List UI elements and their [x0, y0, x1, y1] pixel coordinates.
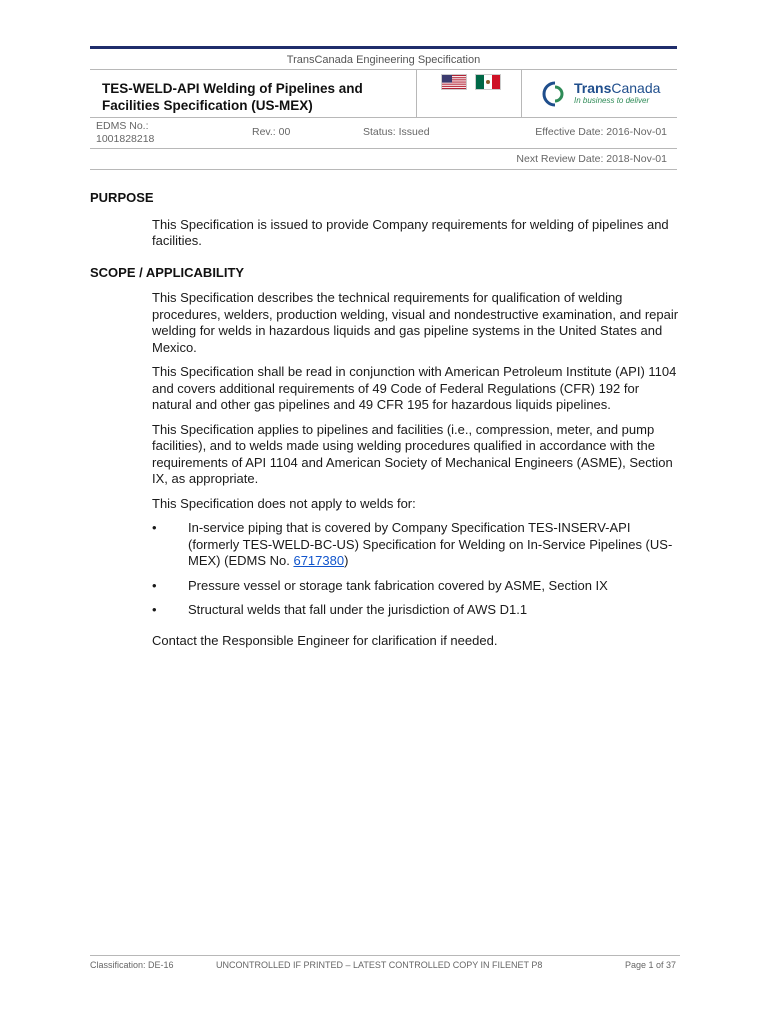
classification: Classification: DE-16	[90, 960, 174, 970]
scope-paragraph-4: This Specification does not apply to welds for:	[152, 495, 416, 511]
scope-paragraph-3: This Specification applies to pipelines and facilities (i.e., compression, meter, and pump facilities), and to welds made using welding procedures qualified in accordance with the requirements of API 1104 and American Society of Mechanical Engineers (ASME), Section IX, as appropriate.	[152, 421, 673, 486]
edms-number: 1001828218	[96, 133, 155, 145]
edms-label: EDMS No.:	[96, 120, 149, 132]
review-row	[90, 149, 677, 170]
bullet-3-text: Structural welds that fall under the jurisdiction of AWS D1.1	[188, 602, 528, 617]
exclusion-list	[152, 520, 680, 619]
mexico-flag-icon	[475, 74, 501, 90]
bullet-1-text: In-service piping that is covered by Company Specification TES-INSERV-API (formerly TES-WELD-BC-US) Specification for Welding on In-Service Pipelines (US-MEX) (EDMS No.	[188, 520, 673, 568]
scope-paragraph-1: This Specification describes the technical requirements for qualification of welding procedures, welders, production welding, visual and nondestructive examination, and repair welding for welds in hazardous liquids and gas pipeline systems in the United States and Mexico.	[152, 290, 679, 355]
document-header	[90, 46, 677, 170]
bullet-icon: •	[152, 577, 157, 593]
transcanada-logo-icon	[542, 81, 568, 107]
purpose-text: This Specification is issued to provide Company requirements for welding of pipelines and facilities.	[152, 216, 669, 248]
effective-date: Effective Date: 2016-Nov-01	[535, 126, 667, 138]
title-row	[90, 70, 677, 118]
document-body	[90, 190, 680, 649]
scope-heading: SCOPE / APPLICABILITY	[90, 264, 245, 280]
bullet-icon: •	[152, 520, 157, 535]
next-review-date: Next Review Date: 2018-Nov-01	[516, 153, 667, 165]
list-item	[152, 520, 680, 570]
list-item	[152, 602, 680, 619]
uncontrolled-notice: UNCONTROLLED IF PRINTED – LATEST CONTROLLED COPY IN FILENET P8	[216, 960, 543, 970]
revision: Rev.: 00	[252, 126, 291, 138]
status: Status: Issued	[363, 126, 430, 138]
us-flag-icon	[441, 74, 467, 90]
purpose-heading: PURPOSE	[90, 190, 154, 205]
meta-row	[90, 118, 677, 149]
company-logo	[522, 70, 677, 117]
bullet-icon: •	[152, 602, 157, 617]
contact-text: Contact the Responsible Engineer for clarification if needed.	[152, 632, 498, 648]
scope-paragraph-2: This Specification shall be read in conjunction with American Petroleum Institute (API) 1104 and covers additional requirements of 49 Code of Federal Regulations (CFR) 192 for natural and other gas pipelines and 49 CFR 195 for hazardous liquids pipelines.	[152, 364, 677, 412]
bullet-1-end: )	[344, 553, 349, 568]
bullet-2-text: Pressure vessel or storage tank fabrication covered by ASME, Section IX	[188, 577, 608, 593]
logo-name-a: Trans	[574, 80, 612, 96]
logo-name-b: Canada	[611, 80, 661, 96]
flag-cell	[417, 70, 522, 117]
edms-link[interactable]: 6717380	[293, 553, 345, 568]
page-footer	[90, 955, 680, 972]
document-title: TES-WELD-API Welding of Pipelines and Facilities Specification (US-MEX)	[90, 70, 417, 117]
list-item	[152, 578, 680, 595]
page-number: Page 1 of 37	[624, 960, 676, 970]
spec-line: TransCanada Engineering Specification	[90, 49, 677, 70]
logo-tagline: In business to deliver	[574, 96, 650, 105]
